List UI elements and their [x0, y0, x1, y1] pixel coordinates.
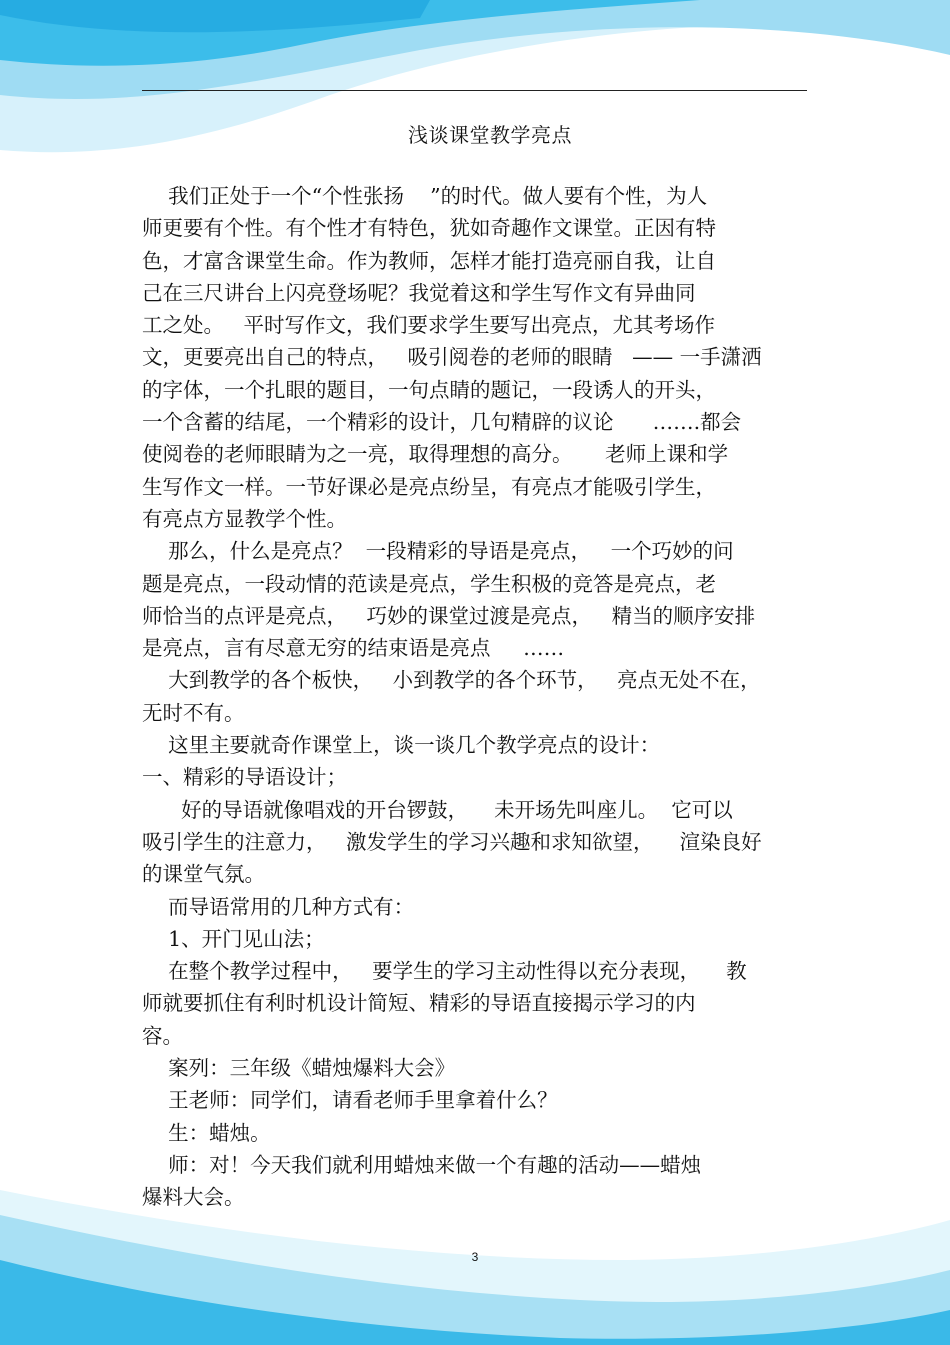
header-rule — [142, 90, 807, 91]
text-line: 1、开门见山法； — [142, 926, 325, 951]
text-line: 无时不有。 — [142, 700, 245, 725]
text-line: 案列：三年级《蜡烛爆料大会》 — [142, 1056, 456, 1081]
text-line: 这里主要就奇作课堂上，谈一谈几个教学亮点的设计： — [142, 733, 661, 758]
text-line: 师恰当的点评是亮点， 巧妙的课堂过渡是亮点， 精当的顺序安排 — [142, 603, 756, 628]
text-line: 色，才富含课堂生命。作为教师，怎样才能打造亮丽自我，让自 — [142, 248, 716, 273]
text-line: 生写作文一样。一节好课必是亮点纷呈，有亮点才能吸引学生， — [142, 474, 716, 499]
text-line: 一、精彩的导语设计； — [142, 765, 347, 790]
text-line: 生：蜡烛。 — [142, 1120, 271, 1145]
text-line: 一个含蓄的结尾，一个精彩的设计，几句精辟的议论 …….都会 — [142, 410, 742, 435]
text-line: 那么，什么是亮点？ 一段精彩的导语是亮点， 一个巧妙的问 — [142, 539, 734, 564]
text-line: 是亮点，言有尽意无穷的结束语是亮点 …… — [142, 636, 565, 661]
text-line: 使阅卷的老师眼睛为之一亮，取得理想的高分。 老师上课和学 — [142, 442, 729, 467]
text-line: 工之处。 平时写作文，我们要求学生要写出亮点，尤其考场作 — [142, 313, 716, 338]
text-line: 师：对！今天我们就利用蜡烛来做一个有趣的活动——蜡烛 — [142, 1152, 702, 1177]
text-line: 在整个教学过程中， 要学生的学习主动性得以充分表现， 教 — [142, 959, 747, 984]
text-line: 爆料大会。 — [142, 1185, 245, 1210]
text-line: 吸引学生的注意力， 激发学生的学习兴趣和求知欲望， 渲染良好 — [142, 829, 762, 854]
text-line: 师就要抓住有利时机设计简短、精彩的导语直接揭示学习的内 — [142, 991, 696, 1016]
text-line: 有亮点方显教学个性。 — [142, 506, 347, 531]
text-line: 文，更要亮出自己的特点， 吸引阅卷的老师的眼睛 —— 一手潇洒 — [142, 345, 762, 370]
page-number: 3 — [471, 1250, 479, 1264]
text-line: 王老师：同学们，请看老师手里拿着什么？ — [142, 1088, 558, 1113]
text-line: 而导语常用的几种方式有： — [142, 894, 415, 919]
text-line: 大到教学的各个板快， 小到教学的各个环节， 亮点无处不在， — [142, 668, 761, 693]
text-line: 的字体，一个扎眼的题目，一句点睛的题记，一段诱人的开头， — [142, 377, 716, 402]
document-body — [142, 180, 807, 1214]
text-line: 题是亮点，一段动情的范读是亮点，学生积极的竞答是亮点，老 — [142, 571, 716, 596]
text-line: 容。 — [142, 1023, 183, 1048]
text-line: 好的导语就像唱戏的开台锣鼓， 未开场先叫座儿。 它可以 — [142, 797, 733, 822]
text-line: 我们正处于一个“个性张扬 ”的时代。做人要有个性，为人 — [142, 184, 708, 208]
document-title: 浅谈课堂教学亮点 — [408, 123, 572, 147]
text-line: 己在三尺讲台上闪亮登场呢？我觉着这和学生写作文有异曲同 — [142, 280, 696, 305]
text-line: 的课堂气氛。 — [142, 862, 265, 887]
text-line: 师更要有个性。有个性才有特色，犹如奇趣作文课堂。正因有特 — [142, 216, 716, 241]
